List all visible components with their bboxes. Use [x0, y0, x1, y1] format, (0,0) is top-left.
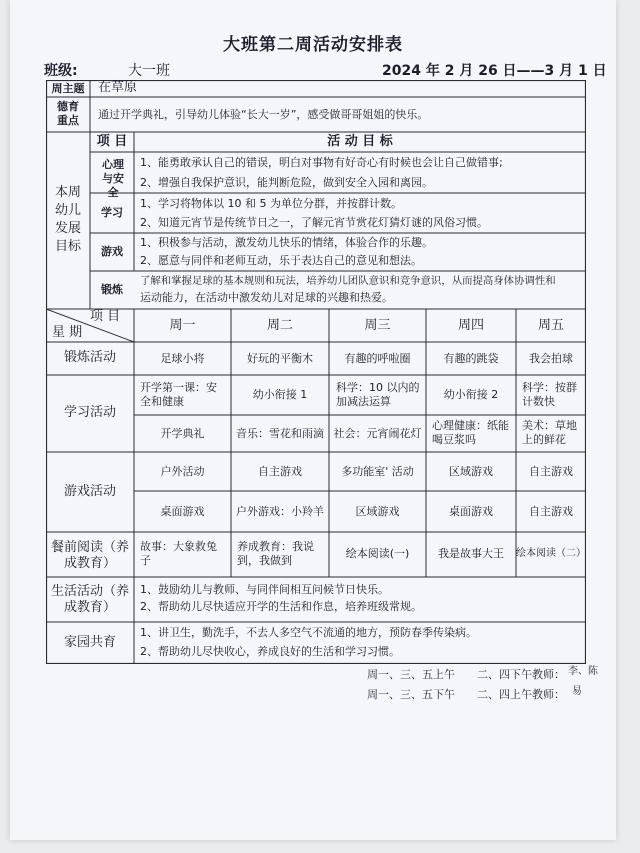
goals-section-label: 本周幼儿发展目标 [54, 185, 81, 254]
schedule-cell: 自主游戏 [258, 465, 302, 478]
schedule-cell: 绘本阅读（二） [516, 548, 586, 559]
schedule-cell: 自主游戏 [529, 465, 573, 478]
teacher-line-afternoon: 周一、三、五下午 二、四上午教师： [367, 688, 565, 701]
schedule-cell: 我会拍球 [529, 352, 573, 365]
life-line: 1、鼓励幼儿与教师、与同伴间相互问候节日快乐。 [140, 583, 389, 596]
life-line: 2、帮助幼儿尽快适应开学的生活和作息，培养班级常规。 [140, 600, 422, 613]
theme-value: 在草原 [98, 80, 138, 95]
schedule-cell: 幼小衔接 1 [252, 388, 308, 401]
schedule-cell: 开学典礼 [160, 427, 205, 440]
goal-line: 2、愿意与同伴和老师互动，乐于表达自己的意见和想法。 [140, 254, 422, 267]
schedule-cell: 科学：10 以内的加减法运算 [336, 381, 420, 408]
goal-line: 运动能力，在活动中激发幼儿对足球的兴趣和热爱。 [140, 291, 393, 304]
schedule-cell: 养成教育：我说到，我做到 [237, 540, 314, 567]
corner-item-label: 项 目 [90, 309, 121, 324]
date-range: 2024 年 2 月 26 日——3 月 1 日 [382, 63, 607, 79]
schedule-cell: 桌面游戏 [160, 505, 205, 518]
goal-line: 2、增强自我保护意识，能判断危险，做到安全入园和离园。 [140, 176, 433, 189]
schedule-cell: 有趣的跳袋 [443, 352, 499, 365]
home-line: 2、帮助幼儿尽快收心，养成良好的生活和学习习惯。 [140, 645, 400, 658]
home-row-label: 家园共育 [63, 635, 116, 650]
day-header: 周二 [266, 318, 293, 333]
schedule-cell: 故事：大象救兔子 [140, 540, 217, 567]
goal-item-exercise: 锻炼 [101, 283, 123, 296]
schedule-cell: 音乐：雪花和雨滴 [236, 427, 324, 440]
schedule-sheet [10, 0, 616, 840]
goal-item-study: 学习 [101, 206, 123, 219]
schedule-cell: 开学第一课：安全和健康 [140, 381, 217, 408]
goal-line: 1、学习将物体以 10 和 5 为单位分群，并按群计数。 [140, 197, 402, 210]
goal-line: 2、知道元宵节是传统节日之一，了解元宵节赏花灯猜灯谜的风俗习惯。 [140, 216, 488, 229]
schedule-cell: 自主游戏 [529, 505, 573, 518]
life-row-label: 生活活动（养成教育） [50, 584, 129, 615]
schedule-cell: 户外游戏：小羚羊 [236, 505, 324, 518]
class-label: 班级: [44, 63, 78, 79]
schedule-cell: 绘本阅读(一) [345, 547, 410, 560]
goal-line: 1、能勇敢承认自己的错误，明白对事物有好奇心有时候也会让自己做错事; [140, 156, 503, 169]
schedule-cell: 幼小衔接 2 [443, 388, 499, 401]
schedule-cell: 我是故事大王 [438, 547, 504, 560]
teacher-signature: 易 [572, 686, 582, 697]
day-header: 周三 [364, 318, 391, 333]
schedule-cell: 好玩的平衡木 [247, 352, 313, 365]
schedule-cell: 心理健康：纸能喝豆浆吗 [432, 419, 509, 446]
page-title: 大班第二周活动安排表 [223, 35, 403, 55]
schedule-cell: 美术：草地上的鲜花 [522, 419, 577, 446]
schedule-cell: 多功能室' 活动 [341, 465, 414, 478]
schedule-cell: 户外活动 [160, 465, 205, 478]
schedule-cell: 桌面游戏 [449, 505, 493, 518]
moral-label: 德育重点 [57, 100, 79, 127]
goal-item-games: 游戏 [101, 245, 123, 258]
goal-item-safety: 心理与安全 [102, 158, 124, 199]
day-header: 周四 [457, 318, 484, 333]
reading-row-label: 餐前阅读（养成教育） [50, 540, 129, 571]
theme-label: 周主题 [51, 82, 85, 95]
schedule-cell: 区域游戏 [355, 505, 400, 518]
teacher-signature: 李、陈 [568, 666, 598, 677]
schedule-cell: 社会：元宵闹花灯 [333, 427, 422, 440]
moral-value: 通过开学典礼，引导幼儿体验“长大一岁”，感受做哥哥姐姐的快乐。 [98, 108, 429, 121]
class-name: 大一班 [128, 63, 170, 79]
schedule-cell: 科学：按群计数快 [522, 381, 577, 408]
goal-line: 1、积极参与活动，激发幼儿快乐的情绪，体验合作的乐趣。 [140, 236, 433, 249]
study-row-label: 学习活动 [63, 405, 116, 420]
goals-col-item: 项 目 [96, 134, 128, 149]
schedule-cell: 足球小将 [160, 352, 205, 365]
goal-line: 了解和掌握足球的基本规则和玩法，培养幼儿团队意识和竞争意识，从而提高身体协调性和 [140, 275, 556, 287]
day-header: 周一 [169, 318, 196, 333]
day-header: 周五 [537, 318, 564, 333]
home-line: 1、讲卫生，勤洗手，不去人多空气不流通的地方，预防春季传染病。 [140, 626, 477, 639]
corner-week-label: 星 期 [52, 325, 83, 340]
games-row-label: 游戏活动 [63, 484, 116, 499]
exercise-row-label: 锻炼活动 [63, 350, 116, 365]
schedule-cell: 区域游戏 [449, 465, 493, 478]
teacher-line-morning: 周一、三、五上午 二、四下午教师： [367, 668, 565, 681]
schedule-table [46, 80, 586, 664]
schedule-cell: 有趣的呼啦圈 [344, 352, 411, 365]
goals-col-goal: 活 动 目 标 [327, 134, 393, 149]
